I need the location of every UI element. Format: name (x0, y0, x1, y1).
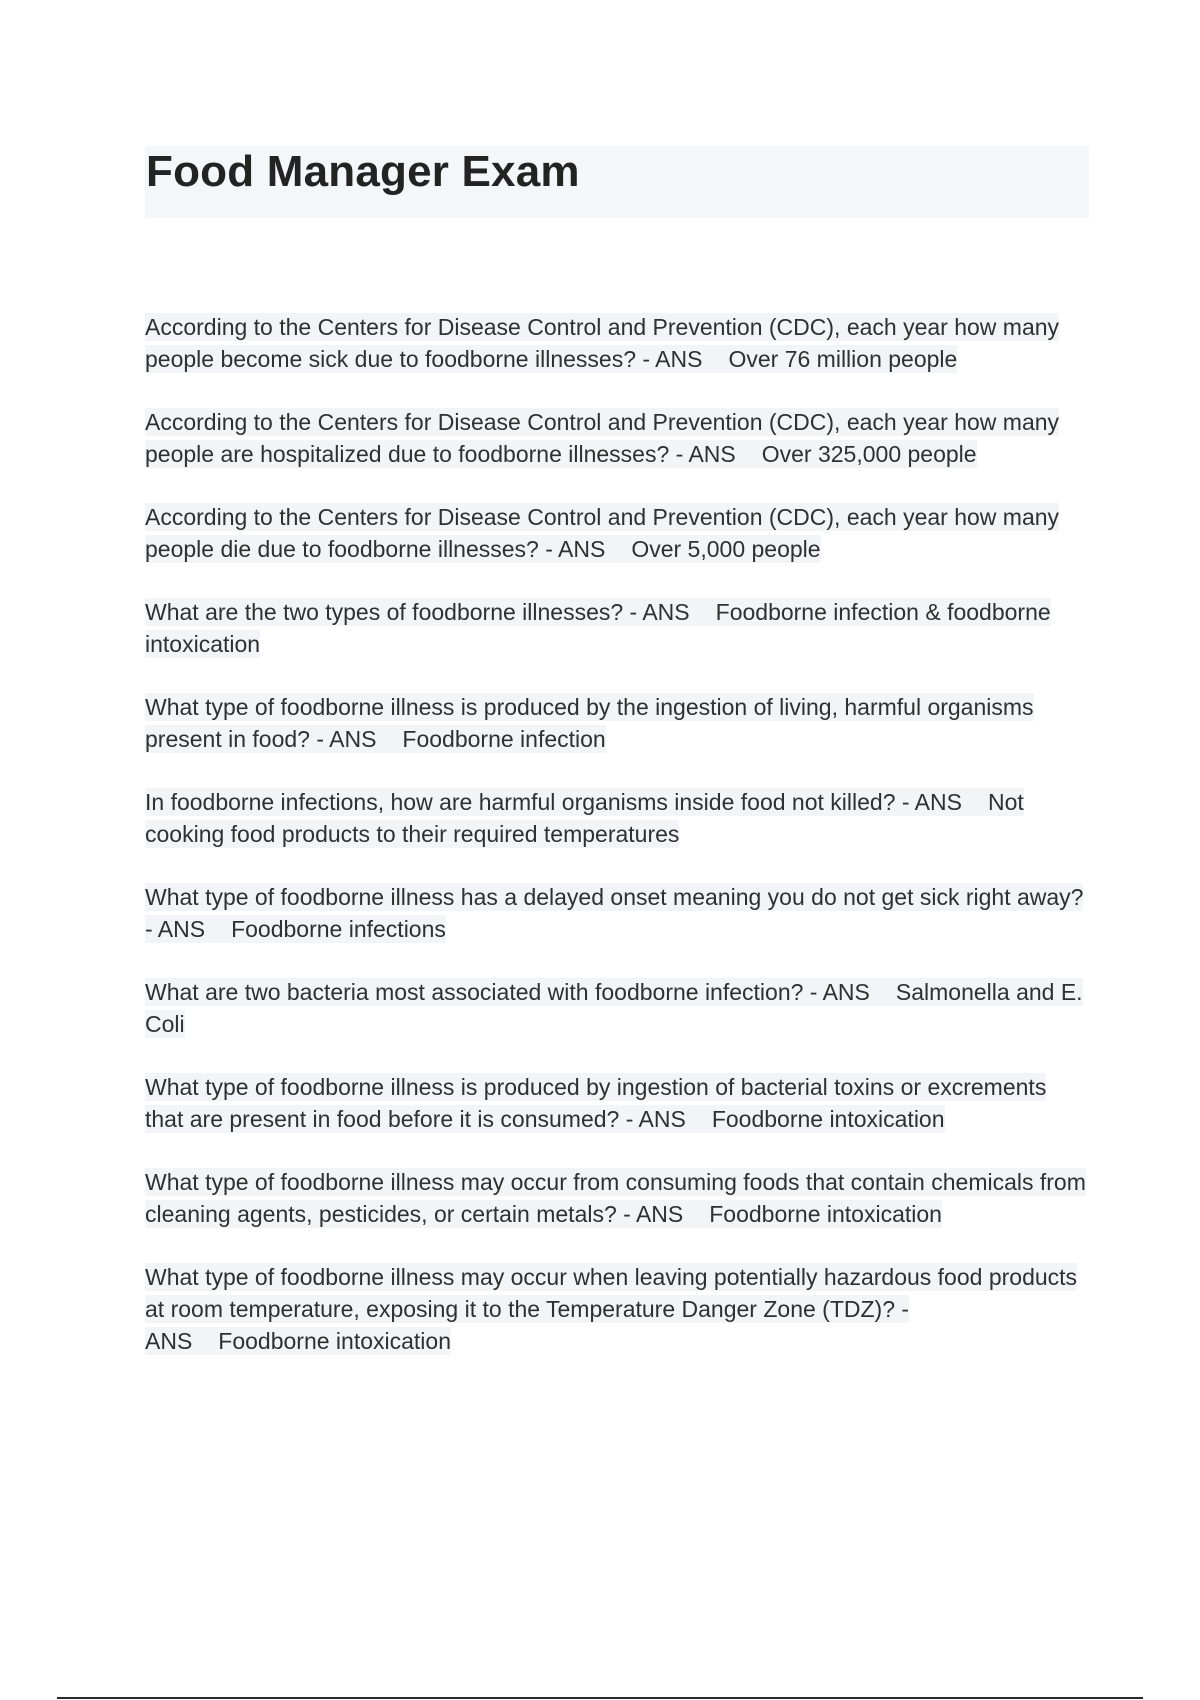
qa-highlight (145, 408, 1059, 468)
qa-item (145, 1261, 1090, 1357)
qa-item (145, 1071, 1090, 1135)
question-text: What type of foodborne illness has a delayed onset meaning you do not get sick right away? (145, 884, 1084, 910)
qa-item (145, 406, 1090, 470)
question-answer-separator: - (803, 979, 823, 1005)
answer-marker: ANS (157, 916, 206, 942)
question-answer-separator: - (636, 346, 656, 372)
question-text: According to the Centers for Disease Control and Prevention (CDC), each year how many people die due to foodborne illnesses? (145, 504, 1060, 562)
answer-marker: ANS (822, 979, 870, 1005)
question-text: According to the Centers for Disease Control and Prevention (CDC), each year how many people become sick due to foodborne illnesses? (145, 314, 1060, 372)
qa-highlight (145, 1263, 1077, 1355)
answer-marker: ANS (642, 599, 690, 625)
answer-text: Over 325,000 people (761, 441, 977, 467)
page-bottom-rule (57, 1697, 1143, 1699)
qa-highlight (145, 503, 1059, 563)
answer-marker: ANS (329, 726, 377, 752)
question-text: What type of foodborne illness may occur when leaving potentially hazardous food products at room temperature, exposing it to the Temperature Danger Zone (TDZ)? (145, 1264, 1078, 1322)
answer-text: Foodborne infection & foodborne intoxication (145, 599, 1051, 657)
qa-highlight (145, 1168, 1086, 1228)
answer-marker: ANS (914, 789, 962, 815)
question-text: What are the two types of foodborne illnesses? (145, 599, 624, 625)
qa-highlight (145, 598, 1051, 658)
answer-marker: ANS (655, 346, 703, 372)
qa-item (145, 691, 1090, 755)
answer-text: Over 76 million people (728, 346, 958, 372)
question-text: What type of foodborne illness is produced by ingestion of bacterial toxins or excrements that are present in food before it is consumed? (145, 1074, 1047, 1132)
question-text: What type of foodborne illness is produced by the ingestion of living, harmful organisms present in food? (145, 694, 1034, 752)
question-answer-separator: - (616, 1201, 636, 1227)
question-answer-separator: - (538, 536, 559, 562)
answer-marker: ANS (688, 441, 736, 467)
question-answer-separator: - (623, 599, 643, 625)
question-answer-list (145, 311, 1090, 1388)
answer-marker: ANS (638, 1106, 686, 1132)
qa-item (145, 881, 1090, 945)
qa-item (145, 976, 1090, 1040)
qa-item (145, 501, 1090, 565)
question-answer-separator: - (895, 789, 915, 815)
answer-marker: ANS (145, 1328, 193, 1354)
question-text: What are two bacteria most associated with foodborne infection? (145, 979, 804, 1005)
qa-item (145, 596, 1090, 660)
qa-highlight (145, 693, 1034, 753)
answer-marker: ANS (635, 1201, 684, 1227)
question-answer-separator: - (669, 441, 689, 467)
answer-text: Foodborne intoxication (709, 1201, 942, 1227)
qa-item (145, 1166, 1090, 1230)
answer-text: Over 5,000 people (631, 536, 821, 562)
qa-highlight (145, 788, 1024, 848)
qa-highlight (145, 978, 1083, 1038)
qa-highlight (145, 313, 1059, 373)
question-answer-separator: - (619, 1106, 639, 1132)
answer-text: Foodborne infections (231, 916, 446, 942)
question-text: What type of foodborne illness may occur from consuming foods that contain chemicals from cleaning agents, pesticides, or certain metals? (145, 1169, 1086, 1227)
question-text: In foodborne infections, how are harmful organisms inside food not killed? (145, 789, 896, 815)
answer-text: Foodborne infection (402, 726, 606, 752)
answer-text: Salmonella and E. Coli (145, 979, 1083, 1037)
question-text: According to the Centers for Disease Control and Prevention (CDC), each year how many people are hospitalized due to foodborne illnesses? (145, 409, 1060, 467)
qa-item (145, 786, 1090, 850)
qa-item (145, 311, 1090, 375)
question-answer-separator: - (309, 726, 330, 752)
question-answer-separator: - (145, 916, 158, 942)
answer-marker: ANS (558, 536, 606, 562)
question-answer-separator: - (894, 1296, 910, 1322)
qa-highlight (145, 883, 1083, 943)
qa-highlight (145, 1073, 1046, 1133)
answer-text: Foodborne intoxication (711, 1106, 945, 1132)
answer-text: Foodborne intoxication (218, 1328, 452, 1354)
answer-text: Not cooking food products to their required temperatures (145, 789, 1024, 847)
document-title: Food Manager Exam (146, 147, 580, 196)
